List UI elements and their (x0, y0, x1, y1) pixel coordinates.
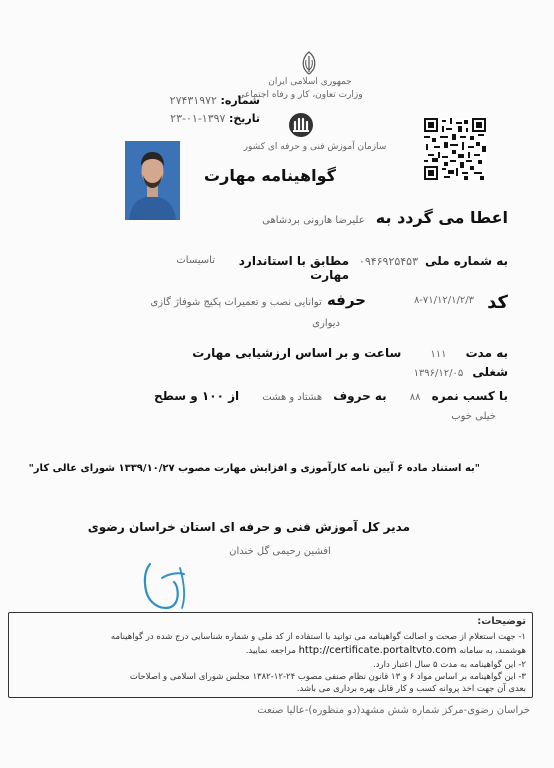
number-value: ۲۷۴۳۱۹۷۲ (169, 94, 217, 107)
assessment-label: ساعت و بر اساس ارزشیابی مهارت شغلی (192, 346, 508, 379)
standard-value: تاسیسات (176, 255, 215, 266)
signatory-title: مدیر کل آموزش فنی و حرفه ای استان خراسان رضوی (87, 520, 410, 534)
signature-icon (138, 556, 208, 616)
number-row (150, 94, 260, 107)
certificate-url-link[interactable]: http://certificate.portaltvto.com (298, 645, 457, 656)
note-line-5: بعدی آن جهت اخذ پروانه کسب و کار قابل بهره برداری می باشد. (296, 684, 526, 694)
profession-label: حرفه (326, 291, 366, 309)
note-line-3: ۲- این گواهینامه به مدت ۵ سال اعتبار دارد. (373, 660, 526, 670)
profession-row (150, 290, 366, 309)
code-value: ۸-۷۱/۱۲/۱/۲/۳ (413, 295, 474, 306)
national-id-label: به شماره ملی (425, 254, 508, 268)
date-label: تاریخ: (228, 112, 260, 125)
date-value: ۱۳۹۷-۰۱-۲۳ (170, 112, 226, 125)
awarded-row (180, 208, 508, 227)
note-line-2 (246, 645, 526, 656)
iran-emblem-icon (297, 50, 321, 76)
organization-name: سازمان آموزش فنی و حرفه ای کشور (243, 142, 387, 152)
code-label: کد (487, 292, 508, 313)
note-line-2-b: مراجعه نمایید. (245, 646, 296, 656)
in-words-value: هشتاد و هشت (262, 392, 323, 403)
holder-photo (125, 141, 180, 220)
duration-row (170, 342, 508, 380)
assessment-date: ۱۳۹۶/۱۲/۰۵ (413, 368, 464, 379)
awarded-label: اعطا می گردد به (375, 208, 508, 227)
notes-box (8, 612, 533, 698)
score-label: با کسب نمره (431, 389, 508, 403)
notes-heading: توضیحات: (477, 616, 526, 627)
in-words-label: به حروف (333, 389, 387, 403)
note-line-4: ۳- این گواهینامه بر اساس مواد ۶ و ۱۳ قانون نظام صنفی مصوب ۲۴-۱۲-۱۳۸۲ مجلس شورای اسلامی و اصلاحات (129, 672, 526, 682)
duration-value: ۱۱۱ (430, 349, 447, 360)
signatory-name: افشین رحیمی گل خندان (229, 546, 331, 557)
profession-value-2: دیواری (312, 318, 340, 329)
note-line-2-a: هوشمند، به سامانه (459, 646, 526, 656)
republic-name: جمهوری اسلامی ایران (268, 77, 352, 87)
tvto-logo-icon (287, 111, 315, 139)
qr-code-icon (424, 118, 486, 180)
profession-value: توانایی نصب و تعمیرات پکیج شوفاژ گازی (150, 297, 322, 308)
awarded-name: علیرضا هارونی بردشاهی (262, 215, 365, 226)
out-of-label: از ۱۰۰ و سطح (153, 389, 240, 403)
footer-address: خراسان رضوی-مرکز شماره شش مشهد(دو منظوره)-عالیا صنعت (257, 705, 530, 716)
date-row (150, 112, 260, 125)
score-value: ۸۸ (409, 392, 421, 403)
page-title: گواهینامه مهارت (204, 166, 336, 185)
number-label: شماره: (220, 94, 260, 107)
level-value: خیلی خوب (451, 411, 496, 422)
duration-label: به مدت (465, 346, 508, 360)
ministry-name: وزارت تعاون، کار و رفاه اجتماعی (237, 90, 363, 100)
national-id-value: ۰۹۴۶۹۲۵۴۵۳ (358, 255, 418, 268)
score-row (150, 385, 508, 423)
note-line-1: ۱- جهت استعلام از صحت و اصالت گواهینامه می توانید با استفاده از کد ملی و شماره شناسایی درج شده در گواهینامه (110, 632, 526, 642)
standard-label: مطابق با استاندارد مهارت (238, 254, 349, 282)
decree-text: "به استناد ماده ۶ آیین نامه کارآموزی و افزایش مهارت مصوب ۱۳۳۹/۱۰/۲۷ شورای عالی کار" (28, 463, 480, 474)
